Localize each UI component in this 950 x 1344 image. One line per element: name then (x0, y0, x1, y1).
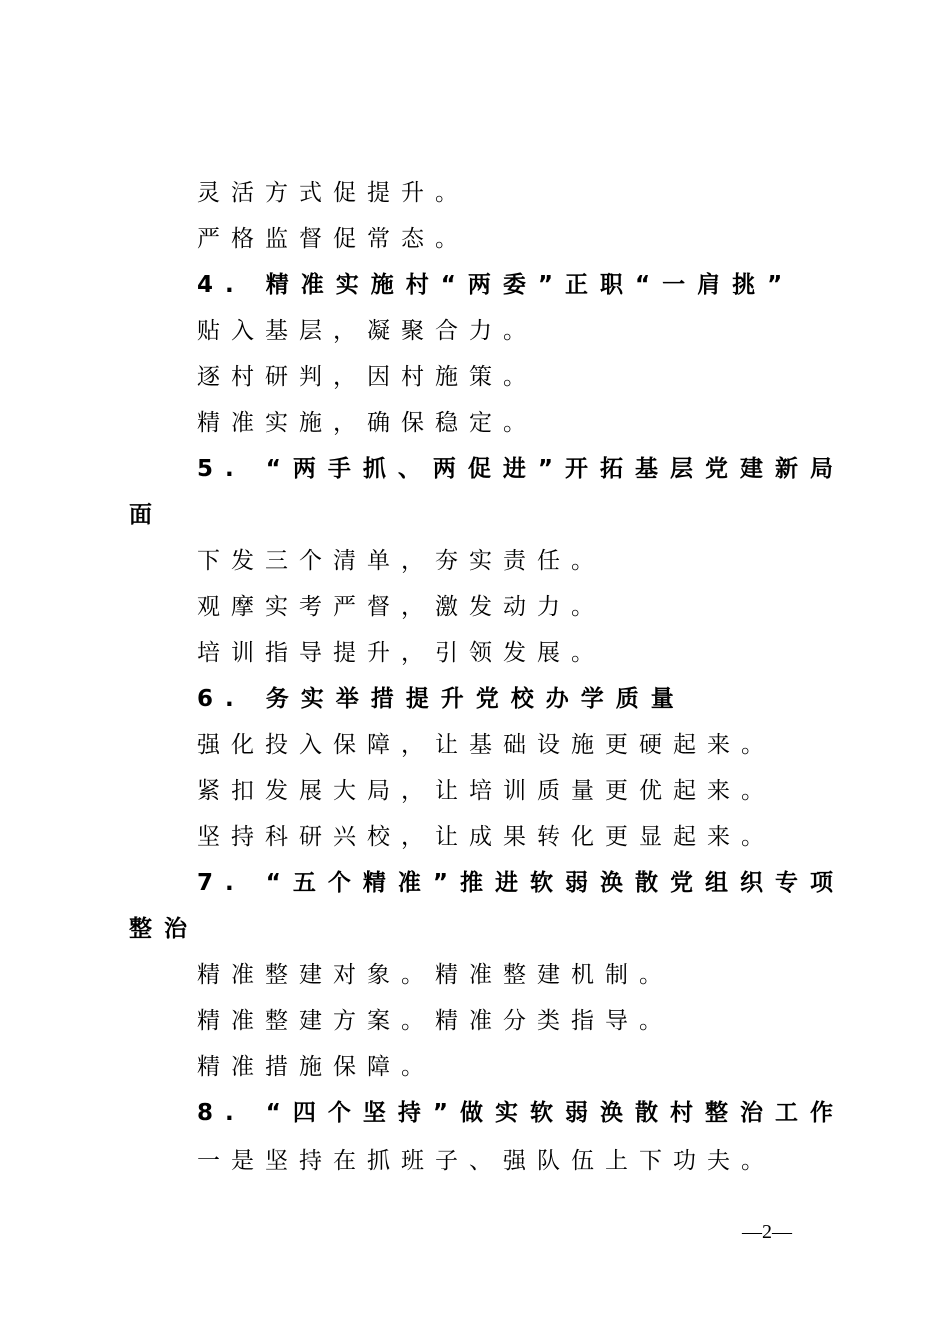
section-heading-continued: 面 (129, 502, 164, 528)
body-line: 贴入基层，凝聚合力。 (197, 318, 537, 344)
body-line: 严格监督促常态。 (197, 226, 469, 252)
body-line: 一是坚持在抓班子、强队伍上下功夫。 (197, 1148, 775, 1174)
body-line: 精准整建方案。精准分类指导。 (197, 1008, 673, 1034)
body-line: 精准措施保障。 (197, 1054, 435, 1080)
body-line: 强化投入保障，让基础设施更硬起来。 (197, 732, 775, 758)
section-heading: 6. 务实举措提升党校办学质量 (197, 686, 686, 712)
body-line: 下发三个清单，夯实责任。 (197, 548, 605, 574)
section-heading-continued: 整治 (129, 916, 199, 942)
body-line: 培训指导提升，引领发展。 (197, 640, 605, 666)
section-heading: 5. “两手抓、两促进”开拓基层党建新局 (197, 456, 845, 482)
body-line: 坚持科研兴校，让成果转化更显起来。 (197, 824, 775, 850)
body-line: 精准整建对象。精准整建机制。 (197, 962, 673, 988)
body-line: 观摩实考严督，激发动力。 (197, 594, 605, 620)
section-heading: 7. “五个精准”推进软弱涣散党组织专项 (197, 870, 845, 896)
section-heading: 4. 精准实施村“两委”正职“一肩挑” (197, 272, 795, 298)
body-line: 精准实施，确保稳定。 (197, 410, 537, 436)
section-heading: 8. “四个坚持”做实软弱涣散村整治工作 (197, 1100, 845, 1126)
body-line: 逐村研判，因村施策。 (197, 364, 537, 390)
page-number: —2— (742, 1221, 792, 1243)
body-line: 灵活方式促提升。 (197, 180, 469, 206)
body-line: 紧扣发展大局，让培训质量更优起来。 (197, 778, 775, 804)
